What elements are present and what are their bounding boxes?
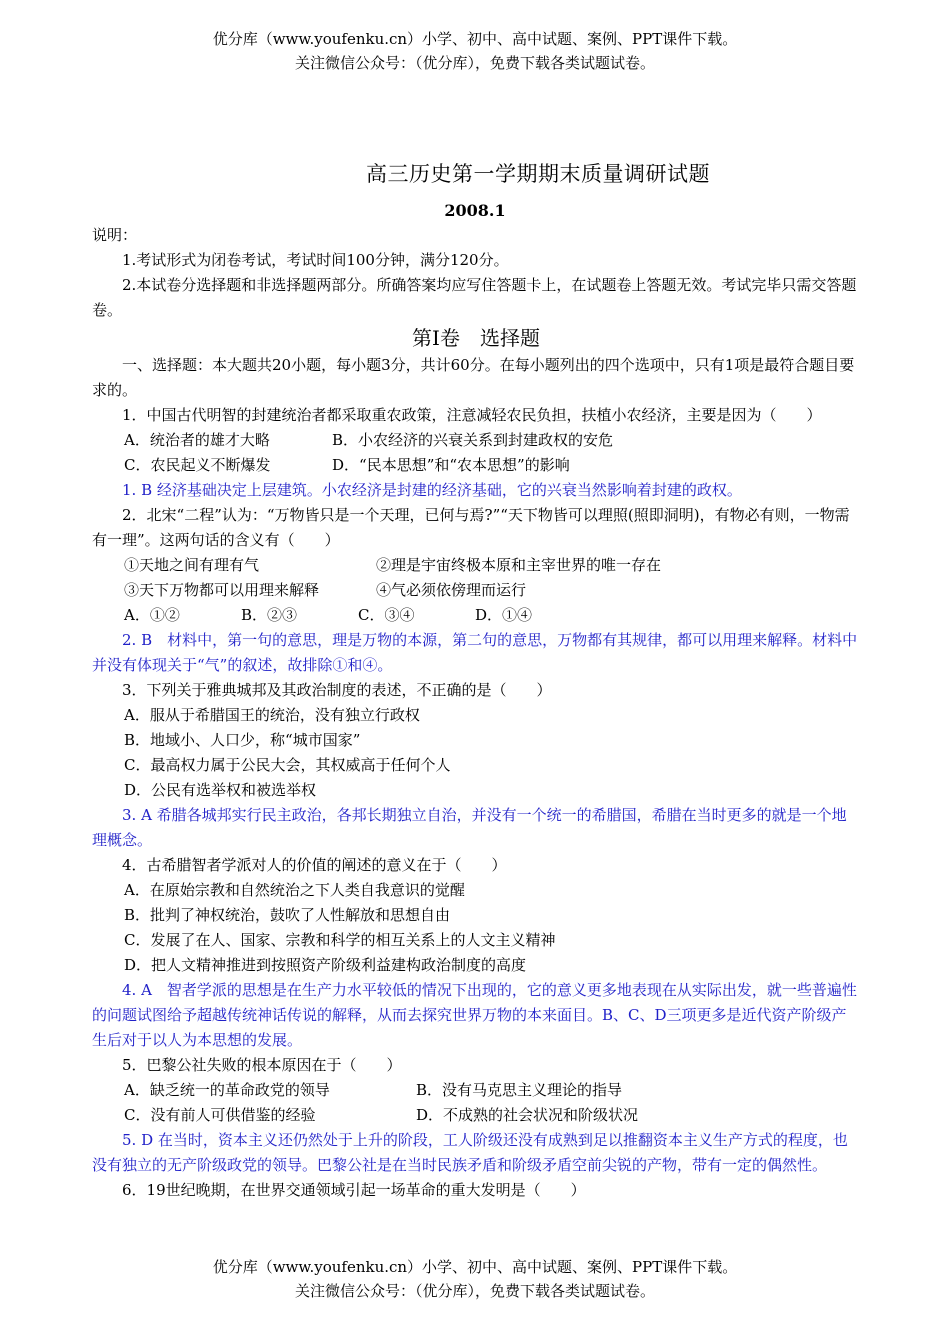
- question-5-option-b: B．没有马克思主义理论的指导: [416, 1081, 623, 1099]
- question-4-option-d: D．把人文精神推进到按照资产阶级利益建构政治制度的高度: [124, 956, 527, 974]
- question-5-option-c: C．没有前人可供借鉴的经验: [124, 1106, 316, 1124]
- header-line-1: 优分库（www.youfenku.cn）小学、初中、高中试题、案例、PPT课件下载。: [212, 30, 738, 48]
- question-2-statements-row-2: [92, 578, 860, 603]
- question-2-options: [92, 603, 860, 628]
- instructions-label: 说明：: [92, 226, 138, 244]
- question-2-stem: 2．北宋“二程”认为：“万物皆只是一个天理，已何与焉?”“天下物皆可以理照(照即洞明)，有物必有则，一物需有一理”。这两句话的含义有（ ）: [92, 506, 850, 549]
- page-header: [0, 27, 950, 75]
- question-4-option-a: A．在原始宗教和自然统治之下人类自我意识的觉醒: [124, 881, 465, 899]
- section-intro: 一、选择题：本大题共20小题，每小题3分，共计60分。在每小题列出的四个选项中，只有1项是最符合题目要求的。: [92, 356, 855, 399]
- question-2-option-a: A．①②: [124, 606, 180, 624]
- instruction-item-2: 2.本试卷分选择题和非选择题两部分。所确答案均应写住答题卡上，在试题卷上答题无效。考试完毕只需交答题卷。: [92, 276, 857, 319]
- question-5-stem: 5．巴黎公社失败的根本原因在于（ ）: [122, 1056, 402, 1074]
- question-1-options-row-2: [92, 453, 860, 478]
- question-1-option-d: D．“民本思想”和“农本思想”的影响: [332, 456, 570, 474]
- instruction-item-1: 1.考试形式为闭卷考试，考试时间100分钟，满分120分。: [122, 251, 509, 269]
- question-3-option-b: B．地域小、人口少，称“城市国家”: [124, 731, 361, 749]
- question-5-options-row-1: [92, 1078, 860, 1103]
- question-1-stem: 1．中国古代明智的封建统治者都采取重农政策，注意减轻农民负担，扶植小农经济，主要是因为（ ）: [122, 406, 822, 424]
- footer-line-1: 优分库（www.youfenku.cn）小学、初中、高中试题、案例、PPT课件下载。: [212, 1258, 738, 1276]
- question-2-option-c: C．③④: [358, 606, 415, 624]
- question-4-answer: 4. A 智者学派的思想是在生产力水平较低的情况下出现的，它的意义更多地表现在从实际出发，就一些普遍性的问题试图给予超越传统神话传说的解释，从而去探究世界万物的本来面目。B、C、D三项更多是近代资产阶级产生后对于以人为本思想的发展。: [92, 981, 857, 1049]
- question-2-statements-row-1: [92, 553, 860, 578]
- question-3-answer: 3. A 希腊各城邦实行民主政治，各邦长期独立自治，并没有一个统一的希腊国，希腊在当时更多的就是一个地理概念。: [92, 806, 847, 849]
- question-1-option-a: A．统治者的雄才大略: [124, 431, 270, 449]
- question-2-statement-2: ②理是宇宙终极本原和主宰世界的唯一存在: [376, 556, 662, 574]
- question-1-option-b: B．小农经济的兴衰关系到封建政权的安危: [332, 431, 614, 449]
- exam-title: 高三历史第一学期期末质量调研试题: [366, 162, 710, 186]
- question-4-option-c: C．发展了在人、国家、宗教和科学的相互关系上的人文主义精神: [124, 931, 556, 949]
- question-2-statement-1: ①天地之间有理有气: [124, 556, 260, 574]
- question-2-statement-4: ④气必须依傍理而运行: [376, 581, 527, 599]
- question-3-stem: 3．下列关于雅典城邦及其政治制度的表述，不正确的是（ ）: [122, 681, 552, 699]
- question-5-options-row-2: [92, 1103, 860, 1128]
- question-3-option-a: A．服从于希腊国王的统治，没有独立行政权: [124, 706, 420, 724]
- header-line-2: 关注微信公众号：（优分库），免费下载各类试题试卷。: [294, 54, 655, 72]
- question-2-answer: 2. B 材料中，第一句的意思，理是万物的本源，第二句的意思，万物都有其规律，都可以用理来解释。材料中并没有体现关于“气”的叙述，故排除①和④。: [92, 631, 858, 674]
- question-4-option-b: B．批判了神权统治，鼓吹了人性解放和思想自由: [124, 906, 451, 924]
- question-6-stem: 6．19世纪晚期，在世界交通领域引起一场革命的重大发明是（ ）: [122, 1181, 586, 1199]
- question-5-option-d: D．不成熟的社会状况和阶级状况: [416, 1106, 639, 1124]
- exam-date: 2008.1: [444, 201, 506, 220]
- question-2-statement-3: ③天下万物都可以用理来解释: [124, 581, 320, 599]
- question-5-answer: 5. D 在当时，资本主义还仍然处于上升的阶段，工人阶级还没有成熟到足以推翻资本主义生产方式的程度，也没有独立的无产阶级政党的领导。巴黎公社是在当时民族矛盾和阶级矛盾空前尖锐的产物，带有一定的偶然性。: [92, 1131, 848, 1174]
- question-2-option-b: B．②③: [241, 606, 298, 624]
- question-2-option-d: D．①④: [475, 606, 533, 624]
- section-title: 第Ⅰ卷 选择题: [412, 326, 540, 350]
- question-3-option-c: C．最高权力属于公民大会，其权威高于任何个人: [124, 756, 451, 774]
- footer-line-2: 关注微信公众号：（优分库），免费下载各类试题试卷。: [294, 1282, 655, 1300]
- question-3-option-d: D．公民有选举权和被选举权: [124, 781, 317, 799]
- question-1-option-c: C．农民起义不断爆发: [124, 456, 271, 474]
- exam-body: [92, 223, 860, 1203]
- question-4-stem: 4．古希腊智者学派对人的价值的阐述的意义在于（ ）: [122, 856, 507, 874]
- question-1-options-row-1: [92, 428, 860, 453]
- question-5-option-a: A．缺乏统一的革命政党的领导: [124, 1081, 330, 1099]
- page-footer: [0, 1255, 950, 1303]
- question-1-answer: 1. B 经济基础决定上层建筑。小农经济是封建的经济基础，它的兴衰当然影响着封建的政权。: [122, 481, 742, 499]
